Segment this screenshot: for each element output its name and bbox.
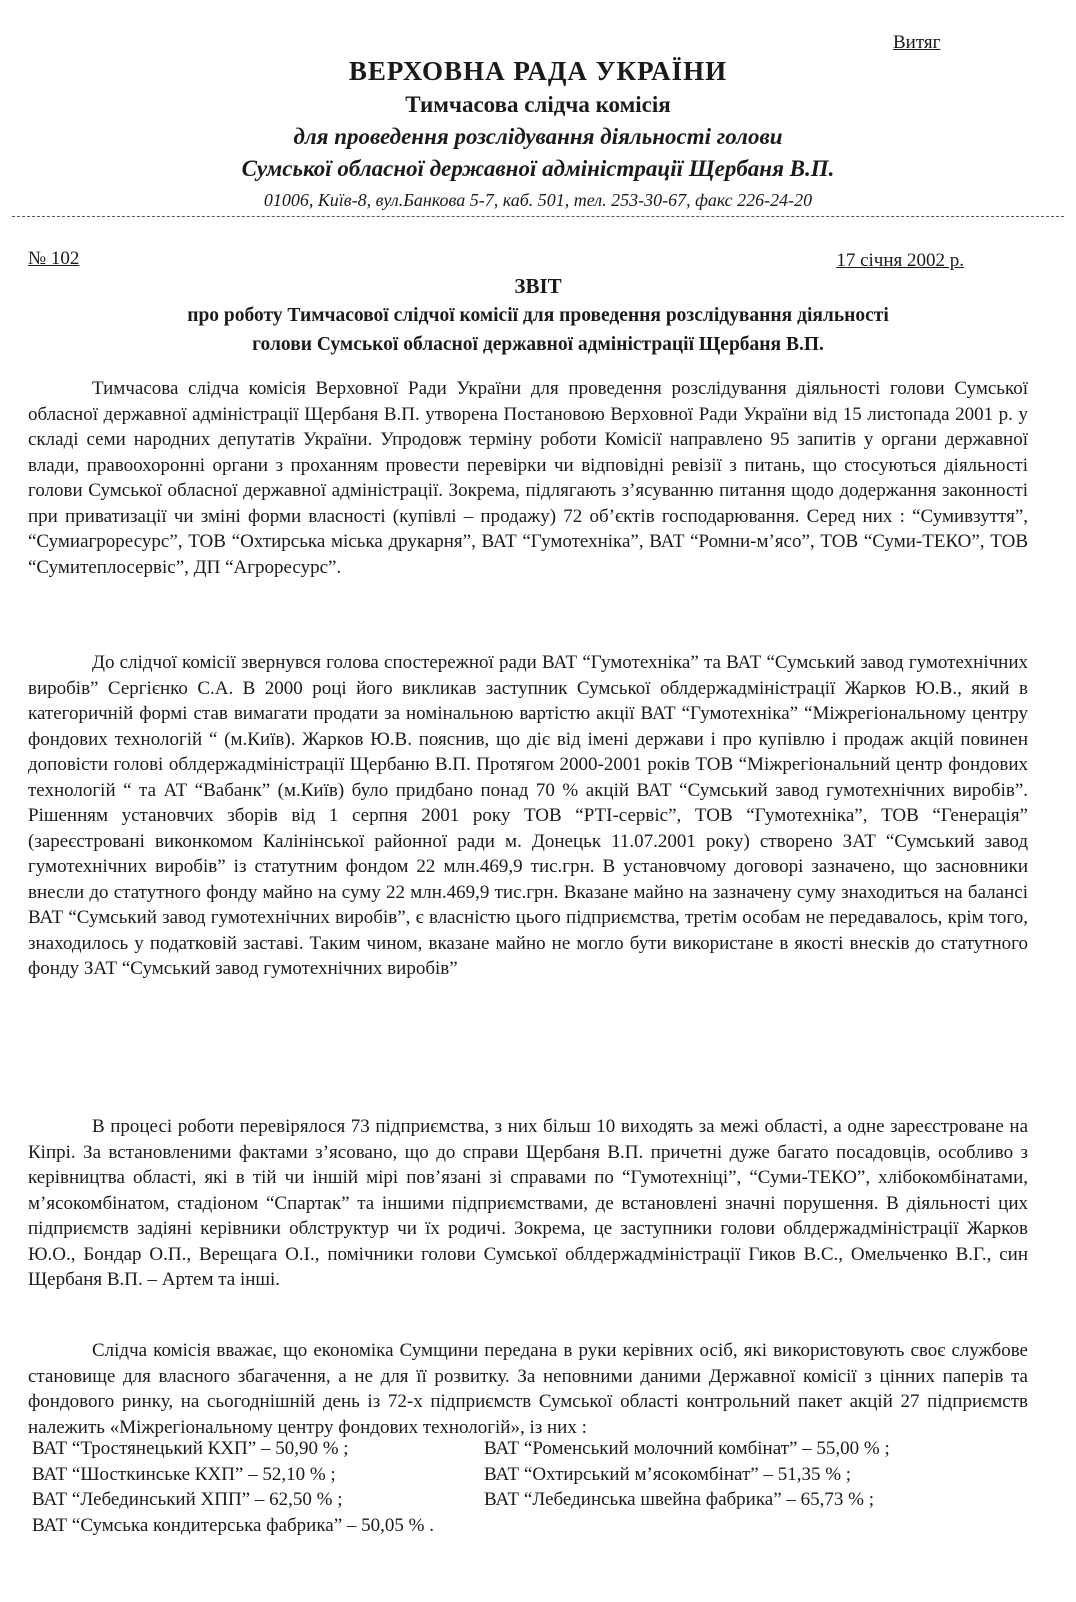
- paragraph-4: Слідча комісія вважає, що економіка Сумщини передана в руки керівних осіб, які використовують своє службове становище для власного збагачення, а не для її розвитку. За неповними даними Державної комісії з цінних паперів та фондового ринку, на сьогоднішній день із 72-х підприємств Сумської області контрольний пакет акцій 27 підприємств належить «Міжрегіональному центру фондових технологій», із них :: [28, 1340, 1028, 1438]
- paragraph-1: Тимчасова слідча комісія Верховної Ради України для проведення розслідування діяльності голови Сумської обласної державної адміністрації Щербаня В.П. утворена Постановою Верховної Ради України від 15 листопада 2001 р. у складі семи народних депутатів України. Упродовж терміну роботи Комісії направлено 95 запитів у органи державної влади, правоохоронні органи з проханням провести перевірки чи відповідні ревізії з питань, що стосуються діяльності голови Сумської обласної державної адміністрації. Зокрема, підлягають з’ясуванню питання щодо додержання законності при приватизації чи зміні форми власності (купівлі – продажу) 72 об’єктів господарювання. Серед них : “Сумивзуття”, “Сумиагроресурс”, ТОВ “Охтирська міська друкарня”, ВАТ “Гумотехніка”, ВАТ “Ромни-м’ясо”, ТОВ “Суми-ТЕКО”, ТОВ “Сумитеплосервіс”, ДП “Агроресурс”.: [28, 378, 1028, 578]
- holding-item: ВАТ “Роменський молочний комбінат” – 55,00 % ;: [484, 1438, 890, 1459]
- holdings-row: [32, 1513, 1052, 1539]
- report-title: ЗВІТ: [514, 274, 562, 298]
- holding-item: ВАТ “Охтирський м’ясокомбінат” – 51,35 % ;: [484, 1463, 852, 1485]
- holding-item: ВАТ “Тростянецький КХП” – 50,90 % ;: [32, 1438, 349, 1459]
- holdings-row: [32, 1436, 1052, 1462]
- holding-item: [484, 1513, 1052, 1539]
- document-number: № 102: [28, 248, 80, 269]
- holdings-row: [32, 1462, 1052, 1488]
- commission-purpose-line1: для проведення розслідування діяльності голови: [293, 124, 783, 149]
- org-name: ВЕРХОВНА РАДА УКРАЇНИ: [348, 56, 728, 86]
- report-subtitle-line1: про роботу Тимчасової слідчої комісії для проведення розслідування діяльності: [187, 305, 889, 326]
- report-subtitle-line2: голови Сумської обласної державної адміністрації Щербаня В.П.: [252, 334, 824, 355]
- holdings-row: [32, 1487, 1052, 1513]
- holding-item: ВАТ “Шосткинське КХП” – 52,10 % ;: [32, 1463, 336, 1485]
- paragraph-3: В процесі роботи перевірялося 73 підприємства, з них більш 10 виходять за межі області, а одне зареєстроване на Кіпрі. За встановленими фактами з’ясовано, що до справи Щербаня В.П. причетні дуже багато посадовців, особливо з керівництва області, які в тій чи іншій мірі пов’язані зі справами по “Гумотехніці”, “Суми-ТЕКО”, хлібокомбінатами, м’ясокомбінатом, стадіоном “Спартак” та іншими підприємствами, де встановлені значні порушення. В діяльності цих підприємств задіяні керівники облструктур чи їх родичі. Зокрема, це заступники голови облдержадміністрації Жарков Ю.О., Бондар О.П., Верещага О.І., помічники голови Сумської облдержадміністрації Гиков В.С., Омельченко В.Г., син Щербаня В.П. – Артем та інші.: [28, 1116, 1028, 1290]
- paragraph-2: До слідчої комісії звернувся голова спостережної ради ВАТ “Гумотехніка” та ВАТ “Сумський завод гумотехнічних виробів” Сергієнко С.А. В 2000 році його викликав заступник Сумської облдержадміністрації Жарков Ю.В., який в категоричній формі став вимагати продати за номінальною вартістю акції ВАТ “Гумотехніка” “Міжрегіональному центру фондових технологій “ (м.Київ). Жарков Ю.В. пояснив, що діє від імені держави і про купівлю і продаж акцій повинен доповісти голові облдержадміністрації Щербаню В.П. Протягом 2000-2001 років ТОВ “Міжрегіональний центр фондових технологій “ та АТ “Вабанк” (м.Київ) було придбано понад 70 % акцій ВАТ “Сумський завод гумотехнічних виробів”. Рішенням установчих зборів від 1 серпня 2001 року ТОВ “РТІ-сервіс”, ТОВ “Гумотехніка”, ТОВ “Генерація” (зареєстровані виконкомом Калінінської районної ради м. Донецьк 11.07.2001 року) створено ЗАТ “Сумський завод гумотехнічних виробів” із статутним фондом 22 млн.469,9 тис.грн. В установчому договорі зазначено, що засновники внесли до статутного фонду майно на суму 22 млн.469,9 тис.грн. Вказане майно на зазначену суму знаходиться на балансі ВАТ “Сумський завод гумотехнічних виробів”, є власністю цього підприємства, третім особам не передавалось, крім того, знаходилось у податковій заставі. Таким чином, вказане майно не могло бути використане в якості внесків до статутного фонду ЗАТ “Сумський завод гумотехнічних виробів”: [28, 652, 1028, 979]
- holding-item: ВАТ “Сумська кондитерська фабрика” – 50,05 % .: [32, 1514, 434, 1536]
- holdings-list: [32, 1436, 1052, 1538]
- commission-name: Тимчасова слідча комісія: [405, 92, 671, 117]
- extract-label: Витяг: [893, 32, 941, 53]
- commission-address: 01006, Київ-8, вул.Банкова 5-7, каб. 501, тел. 253-30-67, факс 226-24-20: [263, 190, 813, 210]
- holding-item: ВАТ “Лебединський ХПП” – 62,50 % ;: [32, 1489, 343, 1510]
- document-date: 17 січня 2002 р.: [836, 250, 964, 271]
- commission-purpose-line2: Сумської обласної державної адміністрації Щербаня В.П.: [241, 156, 835, 181]
- holding-item: ВАТ “Лебединська швейна фабрика” – 65,73 % ;: [484, 1489, 875, 1510]
- header-divider: [12, 216, 1064, 217]
